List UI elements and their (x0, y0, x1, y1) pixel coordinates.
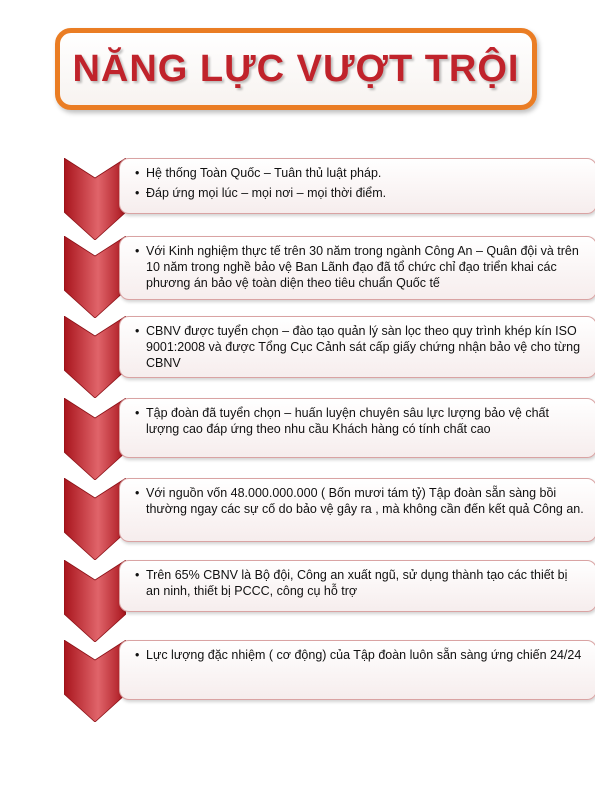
capability-card (119, 560, 595, 612)
bullet-text: • Lực lượng đặc nhiệm ( cơ động) của Tập đoàn luôn sẵn sàng ứng chiến 24/24 (146, 647, 584, 663)
chevron-down-icon (64, 478, 126, 560)
list-item (64, 560, 568, 646)
list-item (64, 236, 579, 322)
page-title: NĂNG LỰC VƯỢT TRỘI (72, 47, 520, 90)
title-box (55, 28, 537, 110)
bullet-text: • Tập đoàn đã tuyển chọn – huấn luyện chuyên sâu lực lượng bảo vệ chất lượng cao đáp ứng theo nhu cầu Khách hàng có tính chất cao (146, 405, 584, 437)
bullet-list (134, 165, 584, 201)
bullet-text: • Với nguồn vốn 48.000.000.000 ( Bốn mươi tám tỷ) Tập đoàn sẵn sàng bồi thường ngay các sự cố do bảo vệ gây ra , mà không cần đến kết quả Công an. (146, 485, 584, 517)
bullet-text: • Với Kinh nghiệm thực tế trên 30 năm trong ngành Công An – Quân đội và trên 10 năm trong nghề bảo vệ Ban Lãnh đạo đã tổ chức chỉ đạo triển khai các phương án bảo vệ toàn diện theo tiêu chuẩn Quốc tế (146, 243, 584, 291)
bullet-list (134, 405, 584, 437)
capability-card (119, 158, 595, 214)
bullet-text: • CBNV được tuyển chọn – đào tạo quản lý sàn lọc theo quy trình khép kín ISO 9001:2008 và được Tổng Cục Cảnh sát cấp giấy chứng nhận bảo vệ cho từng CBNV (146, 323, 584, 371)
list-item (64, 640, 582, 726)
list-item (64, 158, 544, 244)
list-item (64, 398, 549, 484)
list-item (64, 478, 584, 564)
chevron-down-icon (64, 158, 126, 240)
chevron-down-icon (64, 236, 126, 318)
bullet-list (134, 647, 584, 663)
bullet-text: • Hệ thống Toàn Quốc – Tuân thủ luật pháp. (146, 165, 584, 181)
capability-card (119, 478, 595, 542)
chevron-down-icon (64, 560, 126, 642)
chevron-down-icon (64, 316, 126, 398)
bullet-list (134, 243, 584, 291)
bullet-text: • Trên 65% CBNV là Bộ đội, Công an xuất ngũ, sử dụng thành tạo các thiết bị an ninh, thiết bị PCCC, công cụ hỗ trợ (146, 567, 584, 599)
bullet-list (134, 567, 584, 599)
capability-card (119, 640, 595, 700)
chevron-down-icon (64, 640, 126, 722)
bullet-text: • Đáp ứng mọi lúc – mọi nơi – mọi thời điểm. (146, 185, 584, 201)
capability-card (119, 398, 595, 458)
capability-card (119, 236, 595, 300)
bullet-list (134, 485, 584, 517)
list-item (64, 316, 581, 402)
chevron-down-icon (64, 398, 126, 480)
bullet-list (134, 323, 584, 371)
capability-card (119, 316, 595, 378)
